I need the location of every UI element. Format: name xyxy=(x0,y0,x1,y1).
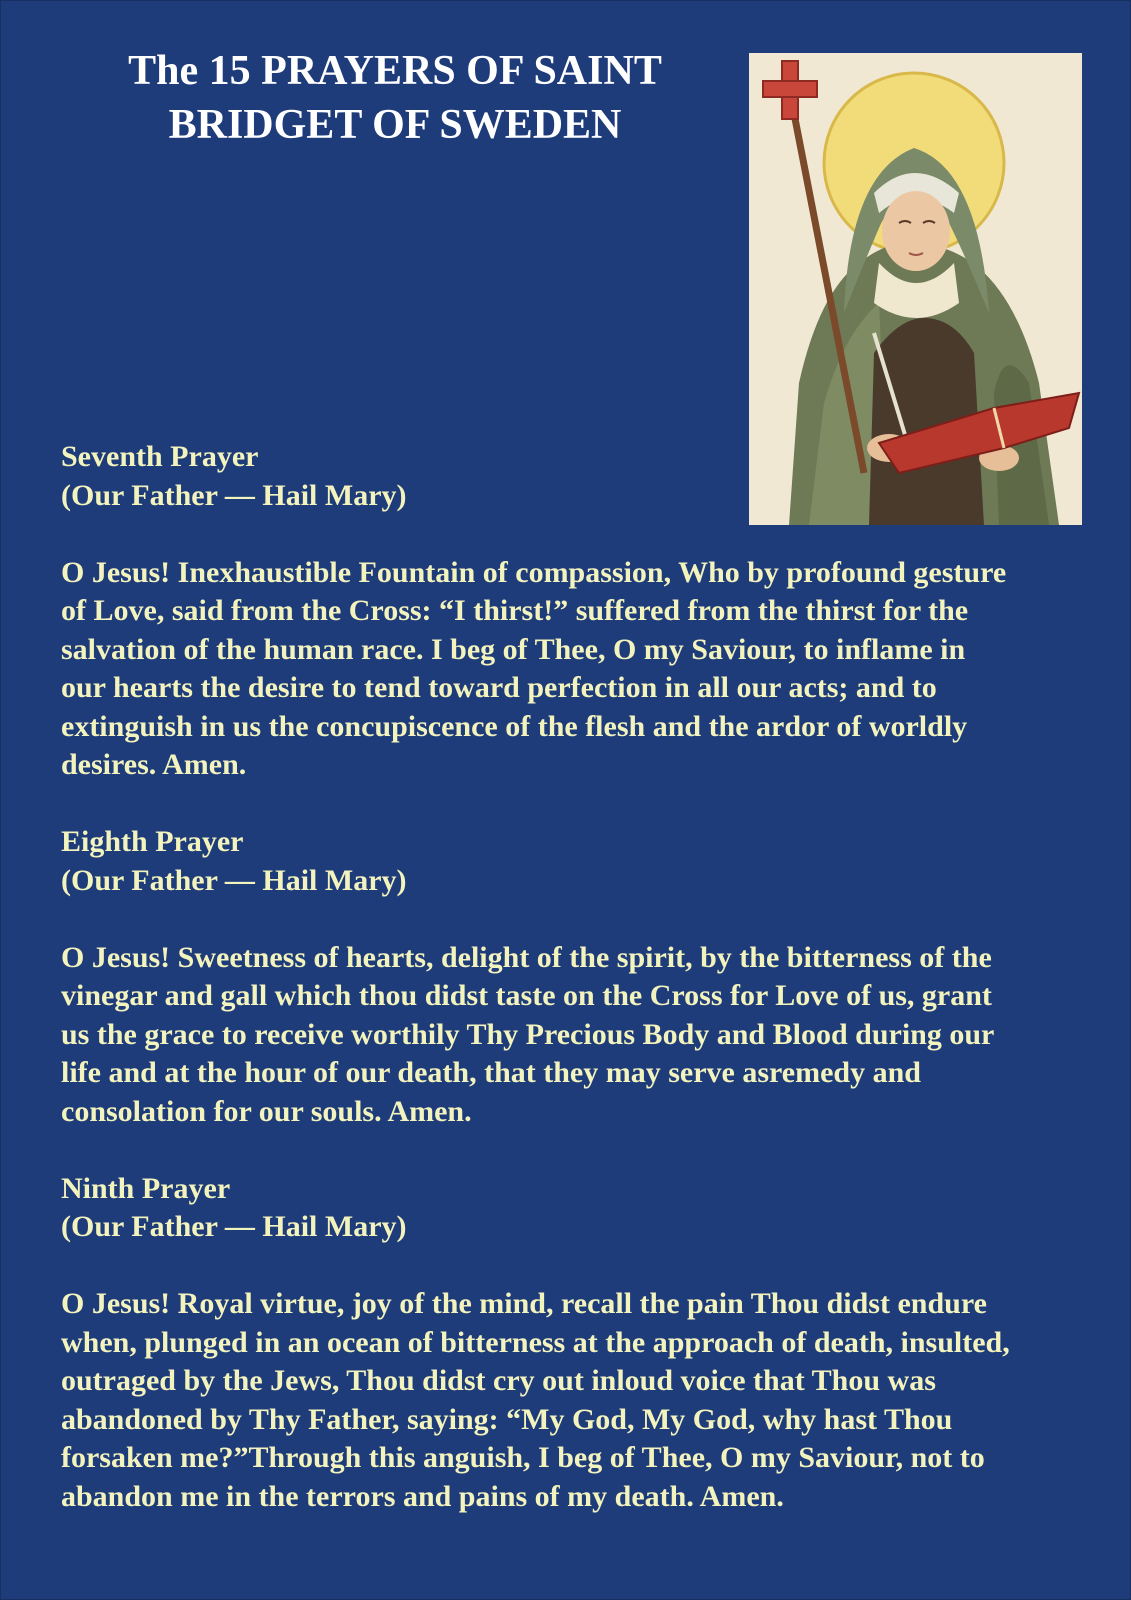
prayer-heading xyxy=(61,1170,1101,1247)
prayer-line: abandoned by Thy Father, saying: “My God, My God, why hast Thou xyxy=(61,1402,953,1436)
prayer-line: extinguish in us the concupiscence of the flesh and the ardor of worldly xyxy=(61,709,968,743)
prayer-line: vinegar and gall which thou didst taste on the Cross for Love of us, grant xyxy=(61,979,992,1012)
prayer-line: salvation of the human race. I beg of Thee, O my Saviour, to inflame in xyxy=(61,632,966,666)
prayer-title: Eighth Prayer xyxy=(61,825,244,858)
title-line-2: BRIDGET OF SWEDEN xyxy=(168,102,622,148)
prayer-subtitle: (Our Father — Hail Mary) xyxy=(61,1210,407,1243)
seventh-prayer-section xyxy=(61,438,1101,785)
page-title xyxy=(50,44,740,152)
prayer-text xyxy=(61,1285,1101,1516)
title-line-1: The 15 PRAYERS OF SAINT xyxy=(128,48,662,94)
prayer-line: desires. Amen. xyxy=(61,748,247,781)
ninth-prayer-section xyxy=(61,1170,1101,1517)
prayer-title: Seventh Prayer xyxy=(61,440,259,473)
prayer-line: abandon me in the terrors and pains of my death. Amen. xyxy=(61,1479,784,1513)
prayer-subtitle: (Our Father — Hail Mary) xyxy=(61,478,407,512)
prayer-line: O Jesus! Sweetness of hearts, delight of the spirit, by the bitterness of the xyxy=(61,940,992,974)
prayer-line: us the grace to receive worthily Thy Precious Body and Blood during our xyxy=(61,1017,995,1051)
prayer-heading xyxy=(61,438,1101,515)
prayer-title: Ninth Prayer xyxy=(61,1171,231,1205)
prayer-text xyxy=(61,939,1101,1132)
prayer-subtitle: (Our Father — Hail Mary) xyxy=(61,863,407,897)
prayer-line: consolation for our souls. Amen. xyxy=(61,1094,472,1128)
prayer-line: of Love, said from the Cross: “I thirst!” suffered from the thirst for the xyxy=(61,594,969,627)
eighth-prayer-section xyxy=(61,823,1101,1131)
prayer-line: O Jesus! Inexhaustible Fountain of compassion, Who by profound gesture xyxy=(61,555,1007,589)
prayer-line: outraged by the Jews, Thou didst cry out inloud voice that Thou was xyxy=(61,1364,936,1397)
prayer-line: life and at the hour of our death, that they may serve asremedy and xyxy=(61,1056,921,1089)
prayer-line: when, plunged in an ocean of bitterness at the approach of death, insulted, xyxy=(61,1325,1010,1359)
prayer-content xyxy=(61,438,1101,1555)
prayer-line: our hearts the desire to tend toward perfection in all our acts; and to xyxy=(61,671,937,704)
prayer-text xyxy=(61,554,1101,785)
prayer-heading xyxy=(61,823,1101,900)
prayer-line: O Jesus! Royal virtue, joy of the mind, recall the pain Thou didst endure xyxy=(61,1287,987,1320)
prayer-line: forsaken me?”Through this anguish, I beg of Thee, O my Saviour, not to xyxy=(61,1441,985,1474)
